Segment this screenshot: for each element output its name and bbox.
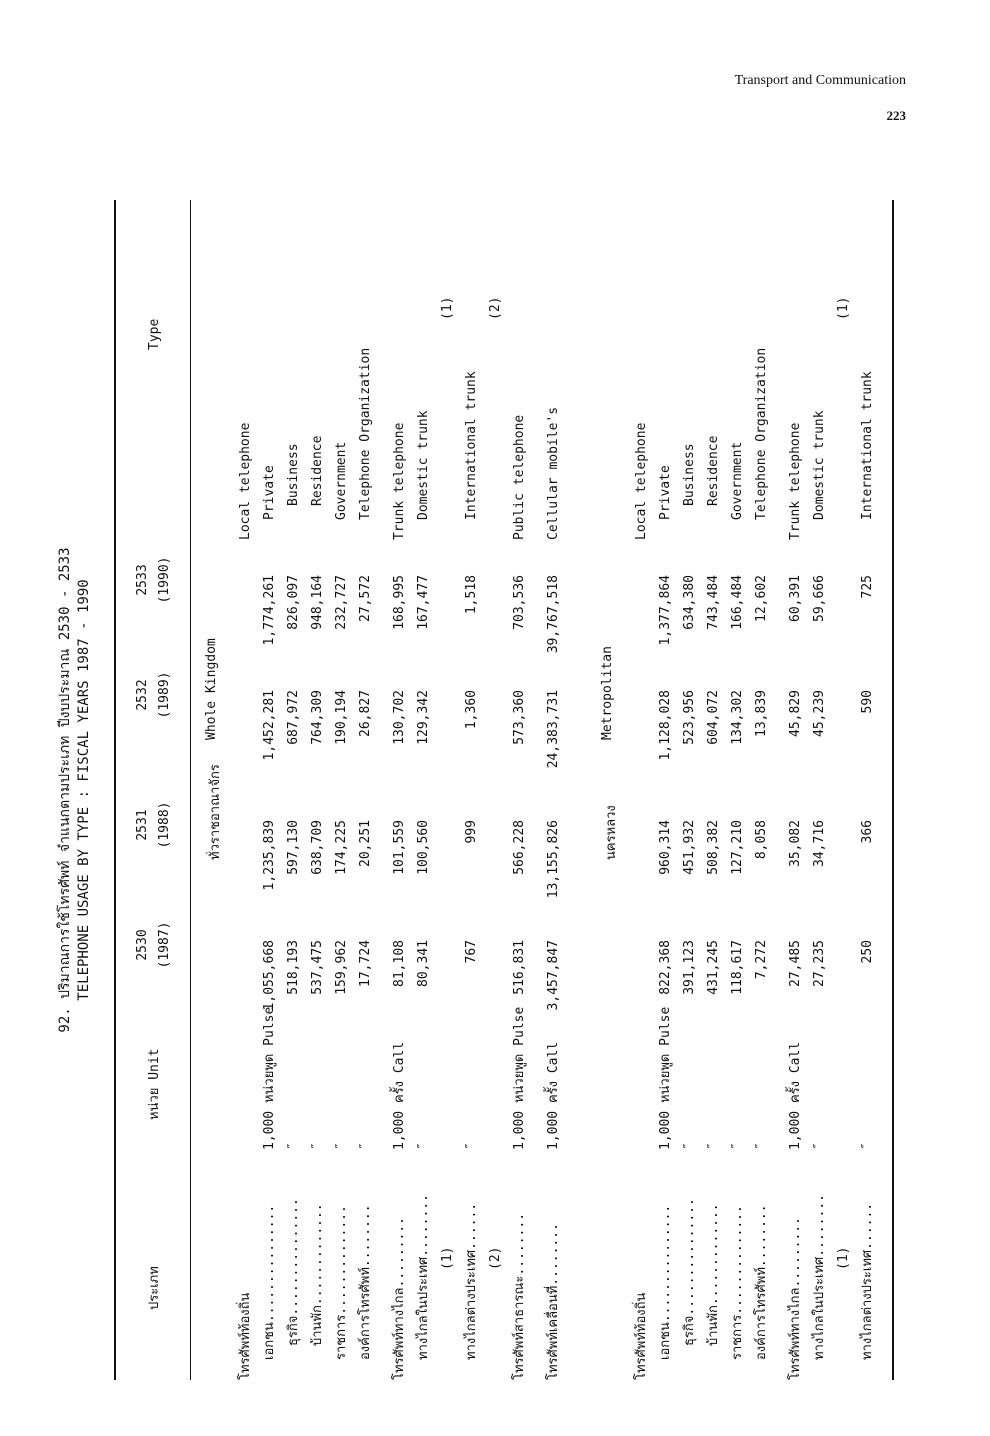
table-row bbox=[234, 200, 258, 1380]
row-value-2531: 101,559 bbox=[392, 820, 407, 875]
row-value-2533: 232,727 bbox=[334, 575, 349, 630]
row-label-type: Telephone Organization bbox=[754, 347, 769, 520]
row-label-thai: บ้านพัก............. bbox=[310, 1203, 325, 1346]
row-unit: ″ bbox=[682, 1142, 697, 1150]
section-heading bbox=[600, 200, 624, 1380]
table-caption-english: TELEPHONE USAGE BY TYPE : FISCAL YEARS 1987 - 1990 bbox=[76, 579, 92, 1001]
row-value-2531: 20,251 bbox=[358, 820, 373, 867]
row-unit: 1,000 หน่วยพูด Pulse bbox=[262, 1006, 277, 1150]
table-row bbox=[750, 200, 774, 1380]
bottom-rule bbox=[892, 200, 894, 1380]
row-value-2531: 960,314 bbox=[658, 820, 673, 875]
row-label-type: Domestic trunk bbox=[812, 410, 827, 520]
row-label-thai: ธุรกิจ............... bbox=[682, 1198, 697, 1346]
row-label-thai: โทรศัพท์สาธารณะ........ bbox=[512, 1212, 527, 1380]
table-row bbox=[808, 200, 832, 1380]
row-value-2530: 27,485 bbox=[788, 940, 803, 987]
row-label-thai: โทรศัพท์เคลื่อนที่........ bbox=[546, 1223, 561, 1380]
row-label-thai: ทางไกลต่างประเทศ...... bbox=[464, 1202, 479, 1360]
page-number: 223 bbox=[886, 108, 906, 123]
section-title-thai: ทั่วราชอาณาจักร bbox=[208, 764, 223, 860]
row-label-type: Domestic trunk bbox=[416, 410, 431, 520]
column-header-thai: ประเภท bbox=[147, 1266, 162, 1310]
row-unit: ″ bbox=[358, 1142, 373, 1150]
table-row bbox=[856, 200, 880, 1380]
row-label-type: Residence bbox=[706, 435, 721, 506]
row-value-2531: 451,932 bbox=[682, 820, 697, 875]
column-header-year-2532: 2532 (1989) bbox=[135, 671, 172, 719]
row-label-type: (1) bbox=[836, 296, 851, 320]
row-label-type: Cellular mobile's bbox=[546, 406, 561, 540]
row-value-2533: 703,536 bbox=[512, 575, 527, 630]
row-label-type: Business bbox=[286, 443, 301, 506]
column-header-unit: หน่วย Unit bbox=[147, 1048, 162, 1120]
row-value-2533: 167,477 bbox=[416, 575, 431, 630]
row-unit: 1,000 หน่วยพูด Pulse bbox=[658, 1006, 673, 1150]
row-value-2530: 518,193 bbox=[286, 940, 301, 995]
row-label-type: Government bbox=[334, 441, 349, 520]
row-value-2530: 81,108 bbox=[392, 940, 407, 987]
row-value-2532: 604,072 bbox=[706, 690, 721, 745]
running-header: Transport and Communication bbox=[734, 73, 906, 88]
row-value-2531: 100,560 bbox=[416, 820, 431, 875]
row-value-2530: 1,055,668 bbox=[262, 940, 277, 1011]
row-label-thai: (2) bbox=[488, 1246, 503, 1270]
table-row bbox=[832, 200, 856, 1380]
row-label-thai: โทรศัพท์ทางไกล......... bbox=[788, 1217, 803, 1380]
row-value-2533: 12,602 bbox=[754, 575, 769, 622]
row-value-2530: 3,457,847 bbox=[546, 940, 561, 1011]
row-value-2533: 168,995 bbox=[392, 575, 407, 630]
row-value-2533: 166,484 bbox=[730, 575, 745, 630]
row-value-2531: 34,716 bbox=[812, 820, 827, 867]
row-value-2530: 822,368 bbox=[658, 940, 673, 995]
row-value-2531: 13,155,826 bbox=[546, 820, 561, 899]
table-row bbox=[330, 200, 354, 1380]
row-unit: ″ bbox=[464, 1142, 479, 1150]
row-label-thai: ธุรกิจ............... bbox=[286, 1198, 301, 1346]
row-label-thai: องค์การโทรศัพท์........ bbox=[754, 1204, 769, 1360]
row-label-thai: ทางไกลในประเทศ........ bbox=[416, 1194, 431, 1360]
row-value-2530: 431,245 bbox=[706, 940, 721, 995]
table-row bbox=[726, 200, 750, 1380]
row-value-2532: 573,360 bbox=[512, 690, 527, 745]
row-unit: ″ bbox=[754, 1142, 769, 1150]
table-row bbox=[784, 200, 808, 1380]
row-value-2532: 13,839 bbox=[754, 690, 769, 737]
row-label-type: Private bbox=[658, 465, 673, 520]
row-label-type: Government bbox=[730, 441, 745, 520]
row-value-2530: 516,831 bbox=[512, 940, 527, 995]
table-row bbox=[412, 200, 436, 1380]
row-label-type: Telephone Organization bbox=[358, 347, 373, 520]
row-unit: 1,000 ครั้ง Call bbox=[788, 1041, 803, 1150]
section-title-thai: นครหลวง bbox=[604, 805, 619, 860]
row-label-type: Business bbox=[682, 443, 697, 506]
section-title-english: Whole Kingdom bbox=[204, 638, 219, 740]
row-value-2532: 26,827 bbox=[358, 690, 373, 737]
row-unit: ″ bbox=[416, 1142, 431, 1150]
row-value-2532: 45,239 bbox=[812, 690, 827, 737]
row-label-thai: โทรศัพท์ท้องถิ่น bbox=[634, 1292, 649, 1380]
row-label-type: (2) bbox=[488, 296, 503, 320]
row-value-2533: 27,572 bbox=[358, 575, 373, 622]
row-label-type: Local telephone bbox=[238, 422, 253, 540]
table-row bbox=[306, 200, 330, 1380]
row-label-thai: องค์การโทรศัพท์........ bbox=[358, 1204, 373, 1360]
row-value-2532: 523,956 bbox=[682, 690, 697, 745]
table-row bbox=[436, 200, 460, 1380]
row-value-2532: 45,829 bbox=[788, 690, 803, 737]
row-label-thai: ราชการ.............. bbox=[334, 1205, 349, 1360]
row-label-thai: โทรศัพท์ท้องถิ่น bbox=[238, 1292, 253, 1380]
row-value-2530: 7,272 bbox=[754, 940, 769, 980]
row-label-type: Private bbox=[262, 465, 277, 520]
row-unit: ″ bbox=[860, 1142, 875, 1150]
row-value-2532: 134,302 bbox=[730, 690, 745, 745]
row-value-2532: 1,360 bbox=[464, 690, 479, 730]
row-label-thai: (1) bbox=[836, 1246, 851, 1270]
row-label-type: International trunk bbox=[464, 371, 479, 520]
row-unit: ″ bbox=[730, 1142, 745, 1150]
row-value-2530: 159,962 bbox=[334, 940, 349, 995]
row-label-type: Trunk telephone bbox=[392, 422, 407, 540]
table-row bbox=[388, 200, 412, 1380]
row-value-2532: 764,309 bbox=[310, 690, 325, 745]
row-value-2530: 80,341 bbox=[416, 940, 431, 987]
table-row bbox=[484, 200, 508, 1380]
row-unit: 1,000 ครั้ง Call bbox=[546, 1041, 561, 1150]
row-value-2531: 174,225 bbox=[334, 820, 349, 875]
row-value-2533: 634,380 bbox=[682, 575, 697, 630]
row-value-2532: 687,972 bbox=[286, 690, 301, 745]
row-value-2533: 1,377,864 bbox=[658, 575, 673, 646]
row-value-2532: 1,128,028 bbox=[658, 690, 673, 761]
row-value-2530: 537,475 bbox=[310, 940, 325, 995]
row-label-thai: โทรศัพท์ทางไกล......... bbox=[392, 1217, 407, 1380]
row-value-2532: 24,383,731 bbox=[546, 690, 561, 769]
row-unit: ″ bbox=[334, 1142, 349, 1150]
section-title-english: Metropolitan bbox=[600, 646, 615, 740]
row-value-2533: 1,774,261 bbox=[262, 575, 277, 646]
row-label-thai: ราชการ.............. bbox=[730, 1205, 745, 1360]
table-row bbox=[630, 200, 654, 1380]
table-row bbox=[258, 200, 282, 1380]
row-unit: 1,000 ครั้ง Call bbox=[392, 1041, 407, 1150]
table-row bbox=[460, 200, 484, 1380]
row-label-type: Trunk telephone bbox=[788, 422, 803, 540]
row-value-2532: 129,342 bbox=[416, 690, 431, 745]
row-value-2530: 27,235 bbox=[812, 940, 827, 987]
row-label-thai: (1) bbox=[440, 1246, 455, 1270]
row-label-type: Local telephone bbox=[634, 422, 649, 540]
table-row bbox=[508, 200, 532, 1380]
row-value-2530: 767 bbox=[464, 940, 479, 964]
row-unit: ″ bbox=[310, 1142, 325, 1150]
row-unit: ″ bbox=[812, 1142, 827, 1150]
header-rule bbox=[190, 200, 191, 1380]
row-value-2533: 59,666 bbox=[812, 575, 827, 622]
row-value-2533: 743,484 bbox=[706, 575, 721, 630]
row-value-2533: 39,767,518 bbox=[546, 575, 561, 654]
row-value-2531: 127,210 bbox=[730, 820, 745, 875]
row-value-2530: 118,617 bbox=[730, 940, 745, 995]
row-label-type: Residence bbox=[310, 435, 325, 506]
row-value-2530: 250 bbox=[860, 940, 875, 964]
row-value-2533: 60,391 bbox=[788, 575, 803, 622]
table-row bbox=[654, 200, 678, 1380]
row-value-2533: 1,518 bbox=[464, 575, 479, 615]
row-unit: ″ bbox=[286, 1142, 301, 1150]
table-row bbox=[678, 200, 702, 1380]
row-value-2530: 17,724 bbox=[358, 940, 373, 987]
row-value-2530: 391,123 bbox=[682, 940, 697, 995]
row-value-2533: 948,164 bbox=[310, 575, 325, 630]
row-label-thai: ทางไกลในประเทศ........ bbox=[812, 1194, 827, 1360]
row-value-2532: 130,702 bbox=[392, 690, 407, 745]
row-value-2532: 190,194 bbox=[334, 690, 349, 745]
column-header-year-2531: 2531 (1988) bbox=[135, 801, 172, 849]
row-label-thai: บ้านพัก............. bbox=[706, 1203, 721, 1346]
row-unit: ″ bbox=[706, 1142, 721, 1150]
row-label-type: International trunk bbox=[860, 371, 875, 520]
row-label-thai: เอกชน............... bbox=[658, 1204, 673, 1360]
row-value-2532: 1,452,281 bbox=[262, 690, 277, 761]
table-row bbox=[354, 200, 378, 1380]
row-value-2531: 366 bbox=[860, 820, 875, 844]
row-value-2533: 826,097 bbox=[286, 575, 301, 630]
row-value-2531: 35,082 bbox=[788, 820, 803, 867]
row-value-2531: 1,235,839 bbox=[262, 820, 277, 891]
row-value-2531: 597,130 bbox=[286, 820, 301, 875]
telephone-usage-table bbox=[42, 200, 922, 1380]
table-row bbox=[282, 200, 306, 1380]
row-value-2531: 566,228 bbox=[512, 820, 527, 875]
section-heading bbox=[204, 200, 228, 1380]
row-value-2531: 8,058 bbox=[754, 820, 769, 860]
row-label-type: Public telephone bbox=[512, 414, 527, 540]
table-row bbox=[702, 200, 726, 1380]
column-header-year-2533: 2533 (1990) bbox=[135, 556, 172, 604]
row-value-2531: 508,382 bbox=[706, 820, 721, 875]
row-label-thai: เอกชน............... bbox=[262, 1204, 277, 1360]
column-header-year-2530: 2530 (1987) bbox=[135, 921, 172, 969]
table-caption-thai: 92. ปริมาณการใช้โทรศัพท์ จำแนกตามประเภท ปีงบประมาณ 2530 - 2533 bbox=[57, 547, 73, 1033]
table-row bbox=[542, 200, 566, 1380]
row-unit: 1,000 หน่วยพูด Pulse bbox=[512, 1006, 527, 1150]
column-header-type: Type bbox=[147, 318, 162, 350]
row-label-thai: ทางไกลต่างประเทศ...... bbox=[860, 1202, 875, 1360]
row-value-2531: 999 bbox=[464, 820, 479, 844]
top-rule bbox=[114, 200, 116, 1380]
row-label-type: (1) bbox=[440, 296, 455, 320]
row-value-2533: 725 bbox=[860, 575, 875, 599]
row-value-2532: 590 bbox=[860, 690, 875, 714]
row-value-2531: 638,709 bbox=[310, 820, 325, 875]
